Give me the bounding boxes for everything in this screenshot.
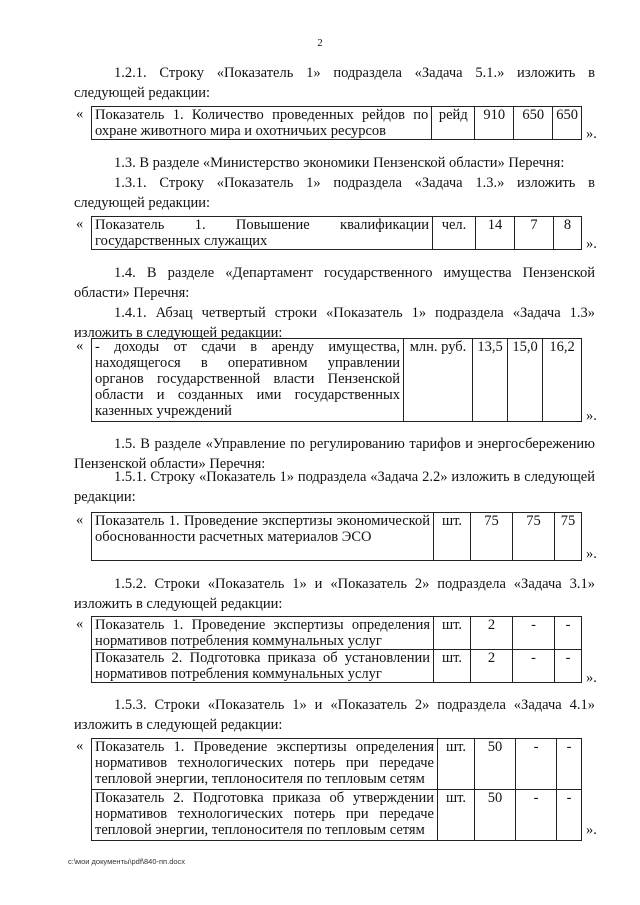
table-4	[91, 512, 582, 561]
table-row	[92, 617, 582, 650]
table-2	[91, 216, 582, 250]
table-6-open-quote: «	[76, 738, 84, 754]
unit-cell: шт.	[438, 790, 475, 841]
table-2-close-quote: ».	[586, 236, 597, 252]
table-row	[92, 739, 582, 790]
paragraph-1-5: 1.5. В разделе «Управление по регулированию тарифов и энергосбережению Пензенской области» Перечня:	[74, 436, 595, 472]
value-cell: 16,2	[543, 339, 582, 422]
indicator-text: Показатель 1. Проведение экспертизы определения нормативов технологических потерь при передаче тепловой энергии, теплоносителя по тепловым сетям	[92, 739, 438, 790]
table-4-close-quote: ».	[586, 546, 597, 562]
paragraph-1-5-3: 1.5.3. Строки «Показатель 1» и «Показатель 2» подраздела «Задача 4.1» изложить в следующей редакции:	[74, 697, 595, 733]
indicator-text: Показатель 1. Повышение квалификации государственных служащих	[92, 217, 433, 250]
paragraph-1-5-2: 1.5.2. Строки «Показатель 1» и «Показатель 2» подраздела «Задача 3.1» изложить в следующей редакции:	[74, 576, 595, 612]
unit-cell: шт.	[434, 513, 471, 561]
value-cell: 2	[471, 617, 513, 650]
table-1-close-quote: ».	[586, 126, 597, 142]
value-cell: 50	[475, 790, 516, 841]
value-cell: -	[513, 650, 555, 683]
table-6	[91, 738, 582, 841]
file-path-footer: c:\мои документы\pdf\840-пп.docx	[68, 857, 186, 866]
indicator-text: Показатель 2. Подготовка приказа об утверждении нормативов технологических потерь при передаче тепловой энергии, теплоносителя по тепловым сетям	[92, 790, 438, 841]
value-cell: -	[555, 650, 582, 683]
table-3-close-quote: ».	[586, 408, 597, 424]
value-cell: 75	[555, 513, 582, 561]
paragraph-1-3-1: 1.3.1. Строку «Показатель 1» подраздела «Задача 1.3.» изложить в следующей редакции:	[74, 175, 595, 211]
value-cell: 13,5	[473, 339, 508, 422]
paragraph-1-4-1: 1.4.1. Абзац четвертый строки «Показатель 1» подраздела «Задача 1.3» изложить в следующей редакции:	[74, 305, 595, 341]
table-3	[91, 338, 582, 422]
unit-cell: млн. руб.	[404, 339, 473, 422]
indicator-text: Показатель 1. Количество проведенных рейдов по охране животного мира и охотничьих ресурсов	[92, 107, 432, 140]
table-row	[92, 217, 582, 250]
indicator-text: - доходы от сдачи в аренду имущества, находящегося в оперативном управлении органов государственной власти Пензенской области и созданных ими государственных казенных учреждений	[92, 339, 404, 422]
value-cell: -	[555, 617, 582, 650]
table-6-close-quote: ».	[586, 822, 597, 838]
table-2-open-quote: «	[76, 216, 84, 232]
indicator-text: Показатель 1. Проведение экспертизы экономической обоснованности расчетных материалов ЭСО	[92, 513, 434, 561]
unit-cell: чел.	[433, 217, 476, 250]
value-cell: -	[557, 790, 582, 841]
value-cell: 2	[471, 650, 513, 683]
paragraph-1-3: 1.3. В разделе «Министерство экономики Пензенской области» Перечня:	[114, 155, 565, 171]
value-cell: -	[516, 790, 557, 841]
table-row	[92, 107, 582, 140]
unit-cell: шт.	[434, 617, 471, 650]
table-5	[91, 616, 582, 683]
table-row	[92, 339, 582, 422]
value-cell: 650	[514, 107, 553, 140]
table-1-open-quote: «	[76, 106, 84, 122]
value-cell: 75	[471, 513, 513, 561]
value-cell: -	[513, 617, 555, 650]
value-cell: 910	[475, 107, 514, 140]
unit-cell: шт.	[438, 739, 475, 790]
table-5-open-quote: «	[76, 616, 84, 632]
unit-cell: рейд	[432, 107, 475, 140]
table-1	[91, 106, 582, 140]
value-cell: 650	[553, 107, 582, 140]
value-cell: -	[516, 739, 557, 790]
paragraph-1-4: 1.4. В разделе «Департамент государственного имущества Пензенской области» Перечня:	[74, 265, 595, 301]
table-row	[92, 513, 582, 561]
indicator-text: Показатель 1. Проведение экспертизы определения нормативов потребления коммунальных услуг	[92, 617, 434, 650]
value-cell: -	[557, 739, 582, 790]
value-cell: 15,0	[508, 339, 543, 422]
paragraph-1-2-1: 1.2.1. Строку «Показатель 1» подраздела «Задача 5.1.» изложить в следующей редакции:	[74, 65, 595, 101]
table-4-open-quote: «	[76, 512, 84, 528]
page-number: 2	[317, 37, 323, 49]
table-row	[92, 650, 582, 683]
table-5-close-quote: ».	[586, 670, 597, 686]
table-3-open-quote: «	[76, 338, 84, 354]
value-cell: 50	[475, 739, 516, 790]
value-cell: 7	[515, 217, 554, 250]
paragraph-1-5-1: 1.5.1. Строку «Показатель 1» подраздела «Задача 2.2» изложить в следующей редакции:	[74, 469, 595, 505]
value-cell: 75	[513, 513, 555, 561]
table-row	[92, 790, 582, 841]
value-cell: 8	[554, 217, 582, 250]
indicator-text: Показатель 2. Подготовка приказа об установлении нормативов потребления коммунальных услуг	[92, 650, 434, 683]
value-cell: 14	[476, 217, 515, 250]
unit-cell: шт.	[434, 650, 471, 683]
